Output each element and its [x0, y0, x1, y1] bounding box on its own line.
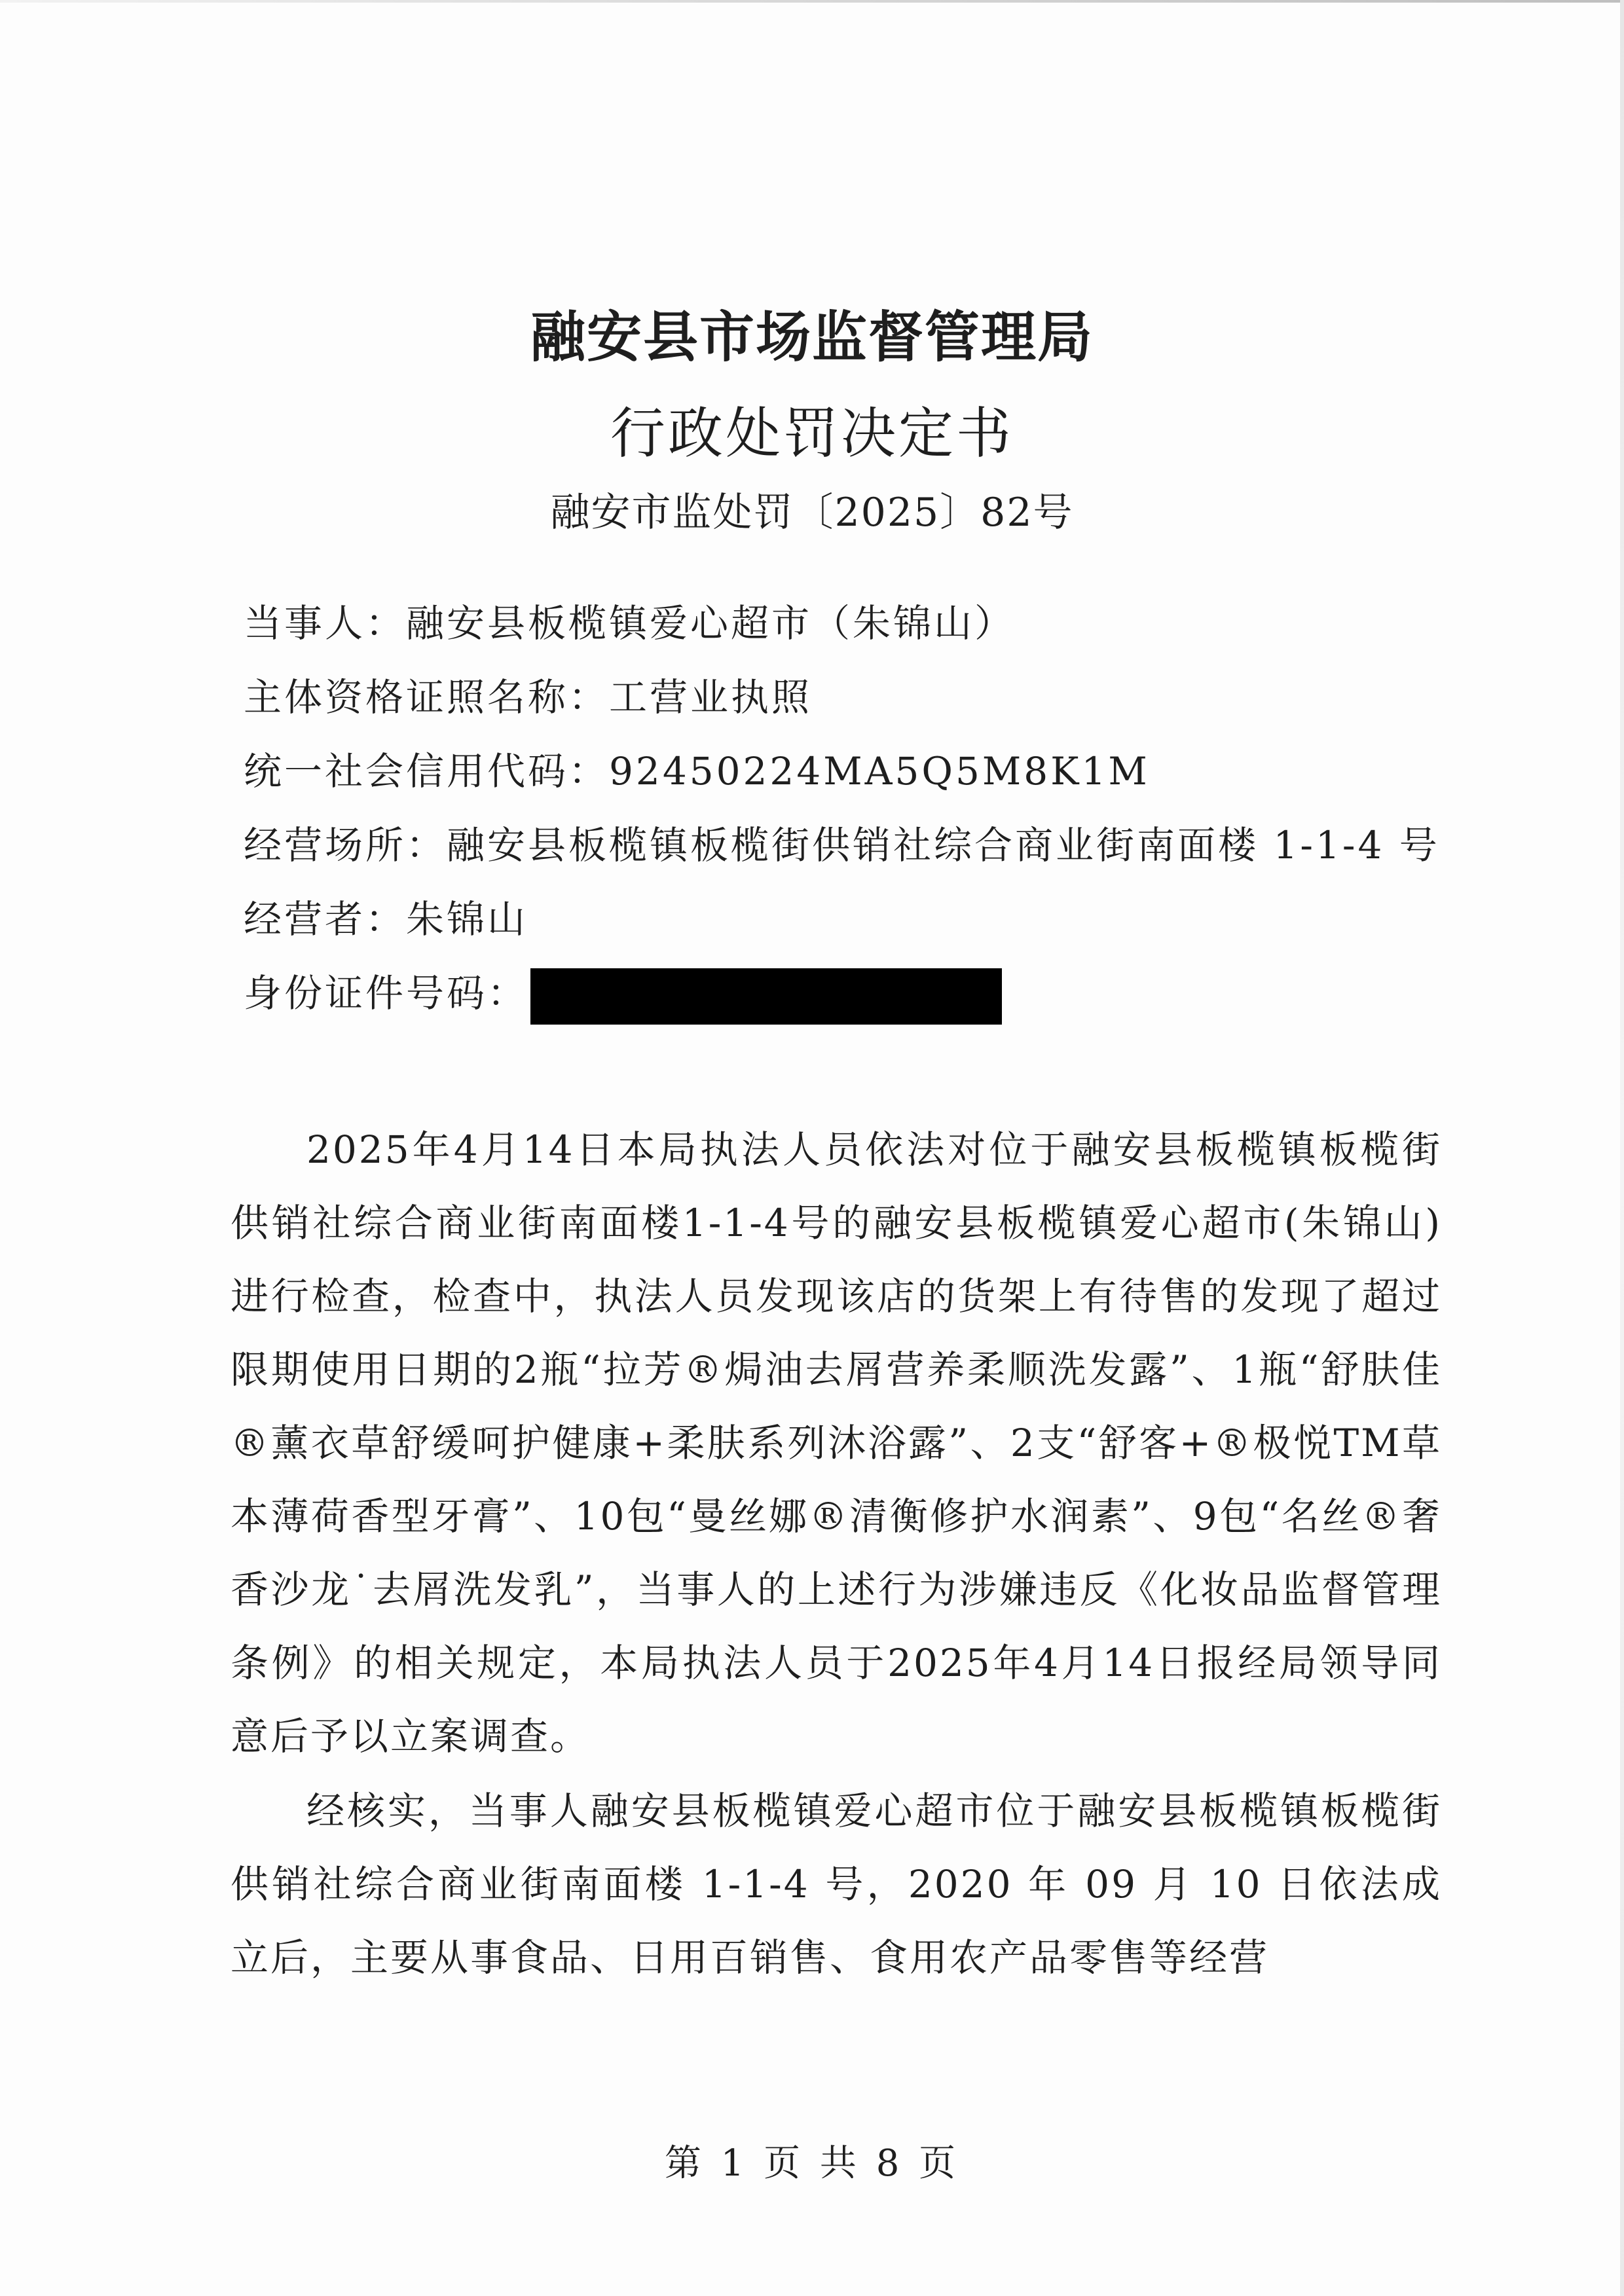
- business-address-line: [244, 814, 1440, 869]
- id-number-line: [244, 962, 1002, 1025]
- license-value: 工营业执照: [609, 675, 813, 720]
- operator-line: [244, 888, 528, 943]
- license-line: [244, 666, 812, 721]
- redaction-bar: [530, 968, 1002, 1025]
- operator-label: 经营者：: [244, 897, 407, 941]
- business-address-label: 经营场所：: [244, 823, 447, 867]
- license-label: 主体资格证照名称：: [244, 675, 610, 720]
- scan-edge-top: [0, 0, 1624, 3]
- document-number: 融安市监处罚〔2025〕82号: [550, 490, 1074, 536]
- party-name-value: 融安县板榄镇爱心超市（朱锦山）: [406, 601, 1016, 646]
- body-paragraph-2: 经核实，当事人融安县板榄镇爱心超市位于融安县板榄镇板榄街供销社综合商业街南面楼 1-1-4 号，2020 年 09 月 10 日依法成立后，主要从事食品、日用百销售、食用农产品零售等经营: [231, 1789, 1442, 1980]
- document-type-title: 行政处罚决定书: [610, 401, 1014, 465]
- body-paragraph-1: 2025年4月14日本局执法人员依法对位于融安县板榄镇板榄街供销社综合商业街南面楼1-1-4号的融安县板榄镇爱心超市(朱锦山)进行检查，检查中，执法人员发现该店的货架上有待售的发现了超过限期使用日期的2瓶“拉芳®焗油去屑营养柔顺洗发露”、1瓶“舒肤佳®薰衣草舒缓呵护健康+柔肤系列沐浴露”、2支“舒客+®极悦TM草本薄荷香型牙膏”、10包“曼丝娜®清衡修护水润素”、9包“名丝®奢香沙龙˙去屑洗发乳”，当事人的上述行为涉嫌违反《化妆品监督管理条例》的相关规定，本局执法人员于2025年4月14日报经局领导同意后予以立案调查。: [231, 1127, 1442, 1758]
- credit-code-line: [244, 740, 1150, 795]
- id-number-label: 身份证件号码：: [244, 971, 528, 1015]
- party-name-label: 当事人：: [244, 601, 407, 646]
- party-name-line: [244, 592, 1015, 647]
- operator-value: 朱锦山: [406, 897, 528, 941]
- page-footer: 第 1 页 共 8 页: [664, 2142, 960, 2185]
- agency-title: 融安县市场监督管理局: [530, 305, 1094, 369]
- credit-code-value: 92450224MA5Q5M8K1M: [609, 749, 1150, 793]
- business-address-value: 融安县板榄镇板榄街供销社综合商业街南面楼 1-1-4 号: [447, 823, 1440, 867]
- credit-code-label: 统一社会信用代码：: [244, 749, 610, 793]
